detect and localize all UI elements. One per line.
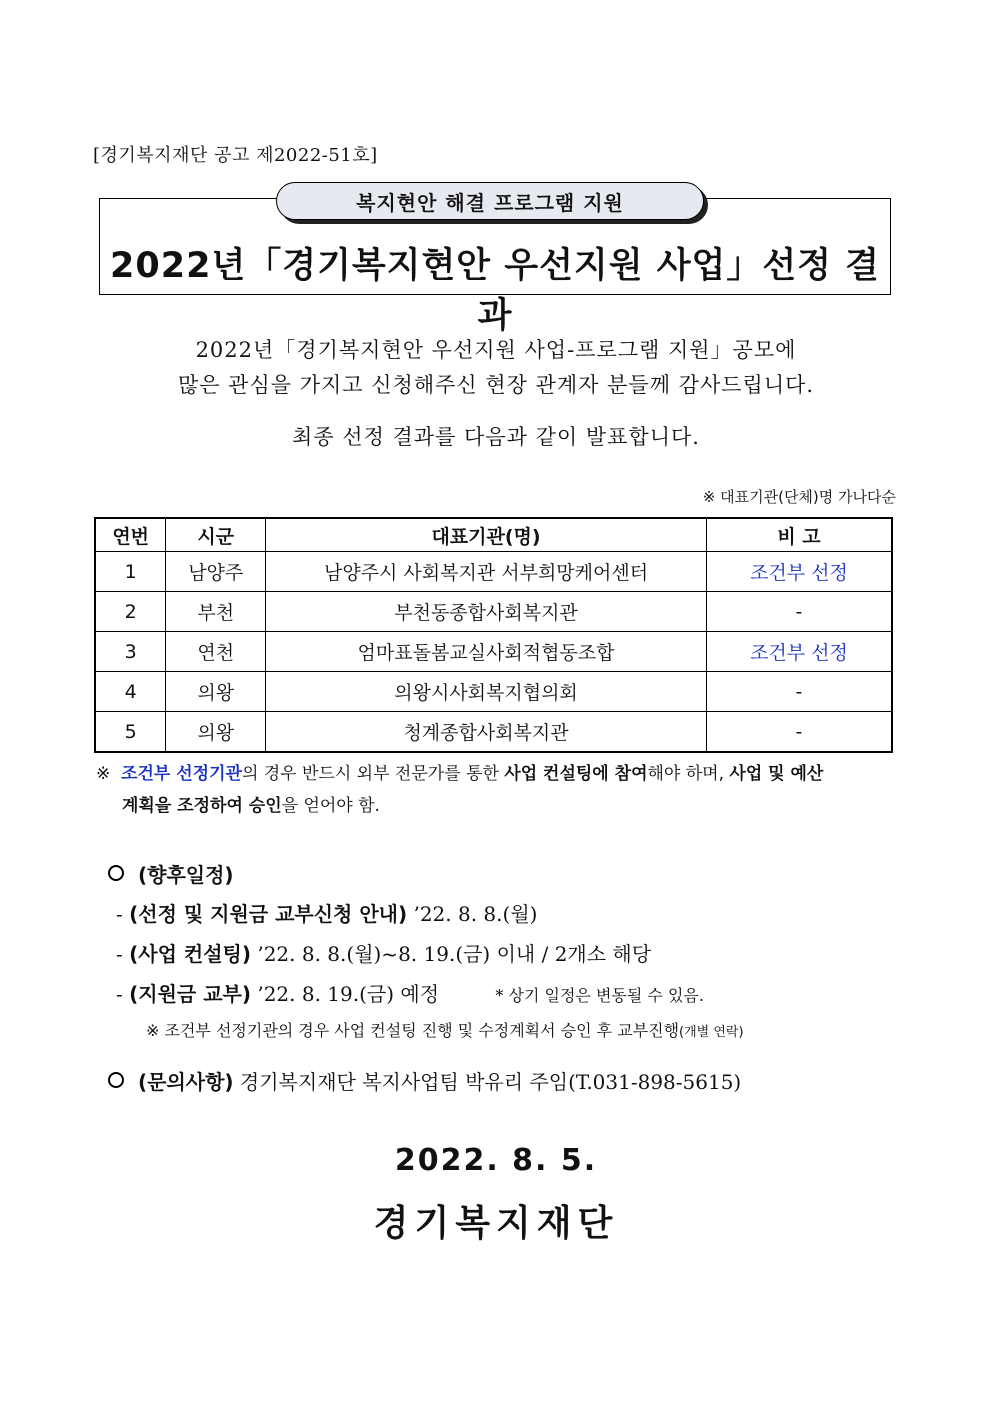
cell-city: 의왕 — [166, 712, 266, 753]
table-row — [95, 672, 892, 712]
schedule-heading: (향후일정) — [108, 859, 234, 888]
cell-org: 남양주시 사회복지관 서부희망케어센터 — [266, 552, 707, 592]
conditional-note — [96, 758, 896, 822]
results-table — [94, 517, 893, 753]
schedule-sub-note: ※ 조건부 선정기관의 경우 사업 컨설팅 진행 및 수정계획서 승인 후 교부진행(개별 연락) — [146, 1021, 744, 1040]
cell-no: 3 — [95, 632, 166, 672]
cell-remark: - — [706, 592, 892, 632]
cell-org: 의왕시사회복지협의회 — [266, 672, 707, 712]
intro-line-1: 2022년「경기복지현안 우선지원 사업-프로그램 지원」공모에 — [195, 338, 797, 362]
circle-bullet-icon — [108, 865, 124, 881]
cell-remark: - — [706, 712, 892, 753]
note-plan: 사업 및 예산 — [729, 764, 824, 784]
cell-city: 부천 — [166, 592, 266, 632]
header-remark: 비 고 — [706, 518, 892, 552]
note-approval: 계획을 조정하여 승인 — [122, 796, 282, 816]
sort-note: ※ 대표기관(단체)명 가나다순 — [702, 488, 896, 506]
cell-org: 청계종합사회복지관 — [266, 712, 707, 753]
intro-line-3: 최종 선정 결과를 다음과 같이 발표합니다. — [292, 425, 700, 449]
cell-org: 엄마표돌봄교실사회적협동조합 — [266, 632, 707, 672]
cell-remark: - — [706, 672, 892, 712]
circle-bullet-icon — [108, 1072, 124, 1088]
footer-org: 경기복지재단 — [373, 1203, 619, 1244]
page-title: 2022년「경기복지현안 우선지원 사업」선정 결과 — [110, 246, 880, 336]
cell-remark: 조건부 선정 — [706, 552, 892, 592]
schedule-item: - (선정 및 지원금 교부신청 안내) ’22. 8. 8.(월) — [116, 902, 538, 926]
cell-city: 의왕 — [166, 672, 266, 712]
cell-no: 5 — [95, 712, 166, 753]
footer-date: 2022. 8. 5. — [394, 1143, 598, 1178]
program-label-badge — [276, 182, 708, 224]
cell-remark: 조건부 선정 — [706, 632, 892, 672]
table-row — [95, 552, 892, 592]
schedule-item: - (지원금 교부) ’22. 8. 19.(금) 예정 * 상기 일정은 변동될 수 있음. — [116, 982, 704, 1006]
schedule-item: - (사업 컨설팅) ’22. 8. 8.(월)~8. 19.(금) 이내 / 2개소 해당 — [116, 942, 652, 966]
cell-no: 4 — [95, 672, 166, 712]
note-conditional-org: 조건부 선정기관 — [121, 764, 242, 784]
note-consulting: 사업 컨설팅에 참여 — [504, 764, 648, 784]
notice-number: [경기복지재단 공고 제2022-51호] — [93, 145, 378, 166]
note-text: 해야 하며, — [647, 764, 730, 784]
program-label: 복지현안 해결 프로그램 지원 — [276, 182, 704, 220]
cell-org: 부천동종합사회복지관 — [266, 592, 707, 632]
schedule-change-note: * 상기 일정은 변동될 수 있음. — [495, 986, 704, 1005]
header-city: 시군 — [166, 518, 266, 552]
note-text: 을 얻어야 함. — [281, 796, 380, 816]
note-text: 의 경우 반드시 외부 전문가를 통한 — [241, 764, 505, 784]
cell-no: 2 — [95, 592, 166, 632]
table-row — [95, 712, 892, 753]
table-header-row — [95, 518, 892, 552]
cell-city: 연천 — [166, 632, 266, 672]
contact-info: (문의사항) 경기복지재단 복지사업팀 박유리 주임(T.031-898-5615) — [108, 1066, 741, 1095]
table-row — [95, 632, 892, 672]
cell-city: 남양주 — [166, 552, 266, 592]
table-row — [95, 592, 892, 632]
cell-no: 1 — [95, 552, 166, 592]
header-org: 대표기관(명) — [266, 518, 707, 552]
note-mark: ※ — [96, 764, 111, 784]
intro-line-2: 많은 관심을 가지고 신청해주신 현장 관계자 분들께 감사드립니다. — [177, 373, 815, 397]
header-no: 연번 — [95, 518, 166, 552]
